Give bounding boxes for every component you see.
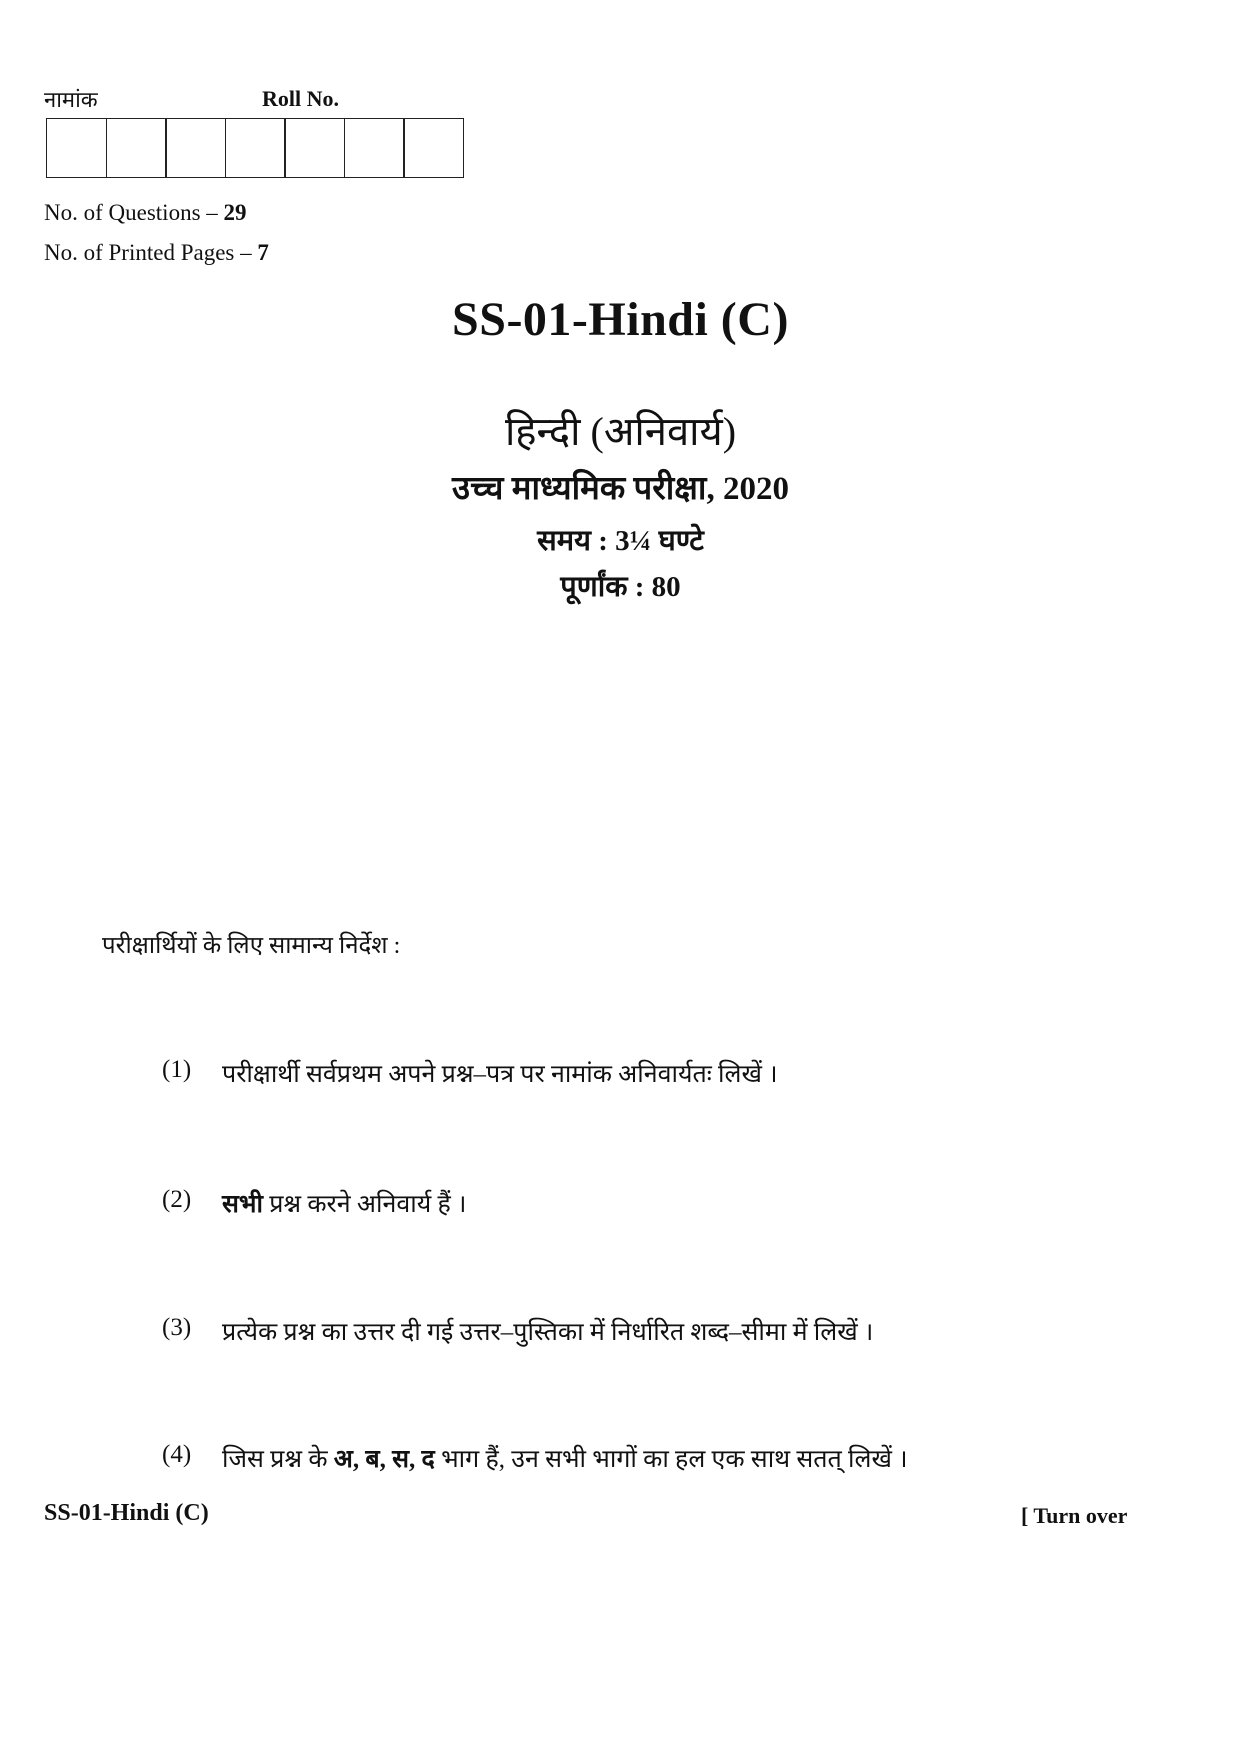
instruction-text [222,1441,908,1475]
roll-digit-box-2[interactable] [106,118,167,178]
roll-no-label: Roll No. [262,86,339,111]
instruction-bold-text: अ, ब, स, द [333,1446,435,1473]
roll-digit-box-7[interactable] [403,118,464,178]
questions-label: No. of Questions – [44,200,224,225]
instruction-number: (4) [162,1441,192,1468]
roll-number-boxes[interactable] [46,118,464,178]
instruction-text: प्रत्येक प्रश्न का उत्तर दी गई उत्तर–पुस्तिका में निर्धारित शब्द–सीमा में लिखें । [222,1319,874,1346]
exam-duration: समय : 3¼ घण्टे [537,525,704,557]
instruction-post-text: भाग हैं, उन सभी भागों का हल एक साथ सतत् लिखें । [434,1446,908,1473]
turn-over-note: [ Turn over [1021,1503,1128,1528]
namank-label: नामांक [44,87,98,112]
roll-digit-box-3[interactable] [165,118,226,178]
total-marks: पूर्णांक : 80 [560,571,681,603]
exam-title: उच्च माध्यमिक परीक्षा, 2020 [452,471,789,507]
instruction-bold-text: सभी [222,1191,263,1218]
instruction-pre-text: जिस प्रश्न के [222,1446,334,1473]
footer-paper-code: SS-01-Hindi (C) [44,1500,209,1526]
instruction-number: (3) [162,1314,192,1341]
instruction-rest-text: प्रश्न करने अनिवार्य हैं । [262,1191,467,1218]
pages-value: 7 [257,240,269,265]
roll-digit-box-6[interactable] [344,118,405,178]
pages-count [44,240,269,266]
subject-title: हिन्दी (अनिवार्य) [504,409,737,454]
instruction-text: परीक्षार्थी सर्वप्रथम अपने प्रश्न–पत्र पर नामांक अनिवार्यतः लिखें । [222,1061,778,1088]
instruction-number: (1) [162,1056,192,1083]
roll-digit-box-5[interactable] [284,118,345,178]
instruction-text [222,1186,466,1220]
instructions-heading: परीक्षार्थियों के लिए सामान्य निर्देश : [102,933,401,959]
questions-value: 29 [223,200,247,225]
paper-code-title: SS-01-Hindi (C) [452,293,789,346]
instruction-number: (2) [162,1186,192,1213]
roll-digit-box-1[interactable] [46,118,107,178]
questions-count [44,200,247,226]
roll-digit-box-4[interactable] [225,118,286,178]
pages-label: No. of Printed Pages – [44,240,258,265]
